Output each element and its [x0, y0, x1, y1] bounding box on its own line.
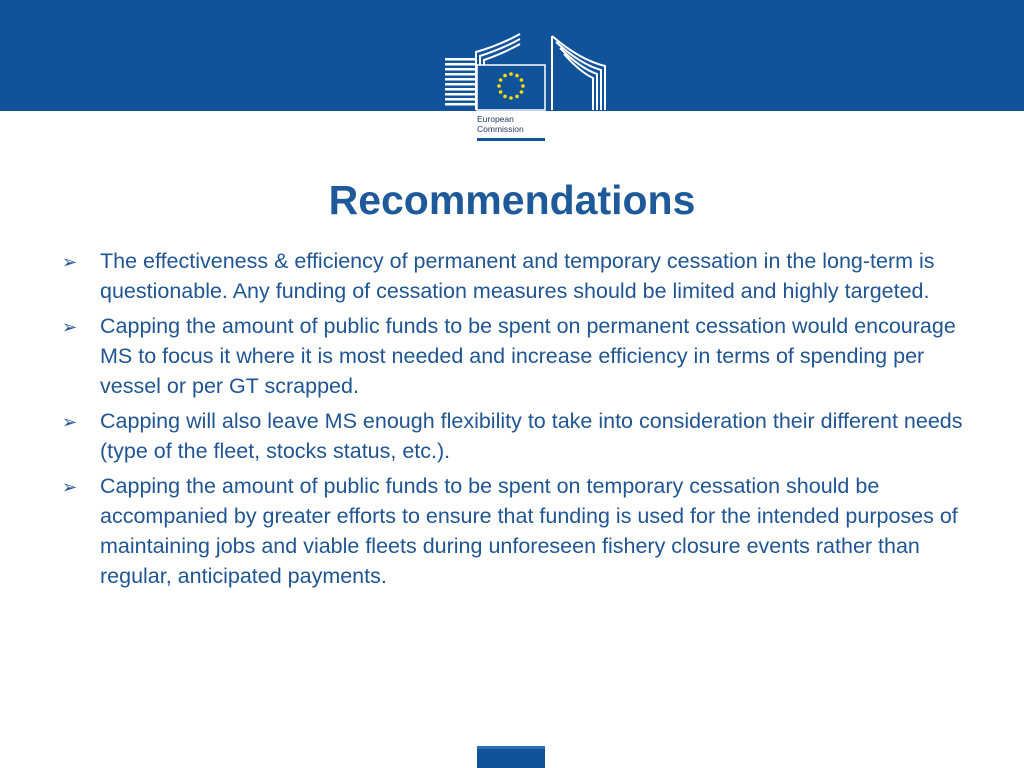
arrow-bullet-icon: ➢ — [62, 317, 78, 337]
bullet-item — [60, 406, 970, 466]
berlaymont-building-icon — [440, 30, 610, 112]
arrow-bullet-icon: ➢ — [62, 477, 78, 497]
bullet-text: Capping will also leave MS enough flexibility to take into consideration their different needs (type of the fleet, stocks status, etc.). — [100, 409, 963, 463]
bullet-list — [60, 246, 970, 596]
bullet-text: Capping the amount of public funds to be spent on temporary cessation should be accompanied by greater efforts to ensure that funding is used for the intended purposes of maintaining jobs and viable fleets during unforeseen fishery closure events rather than regular, anticipated payments. — [100, 474, 958, 588]
logo-line-2: Commission — [477, 124, 524, 134]
logo-wordmark — [477, 114, 524, 134]
bullet-item — [60, 471, 970, 591]
arrow-bullet-icon: ➢ — [62, 412, 78, 432]
bullet-text: The effectiveness & efficiency of permanent and temporary cessation in the long-term is questionable. Any funding of cessation measures should be limited and highly targeted. — [100, 249, 935, 303]
european-commission-logo — [440, 30, 610, 142]
arrow-bullet-icon: ➢ — [62, 252, 78, 272]
bullet-item — [60, 311, 970, 401]
logo-underline — [477, 138, 545, 141]
bullet-text: Capping the amount of public funds to be spent on permanent cessation would encourage MS to focus it where it is most needed and increase efficiency in terms of spending per vessel or per GT scrapped. — [100, 314, 956, 398]
slide-title: Recommendations — [328, 177, 696, 223]
logo-line-1: European — [477, 114, 514, 124]
bullet-item — [60, 246, 970, 306]
eu-flag-icon — [477, 746, 545, 768]
